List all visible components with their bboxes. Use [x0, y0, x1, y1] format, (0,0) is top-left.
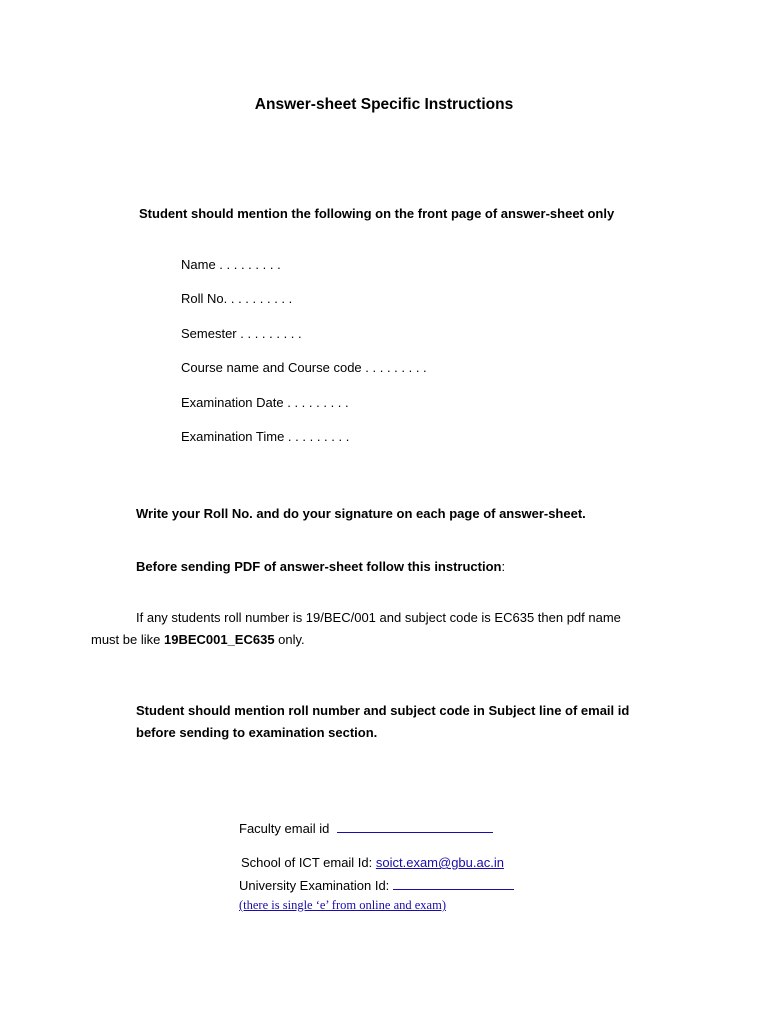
pdf-heading [136, 559, 505, 574]
field-name: Name . . . . . . . . . [181, 257, 281, 272]
page-title: Answer-sheet Specific Instructions [254, 96, 514, 113]
pdf-heading-colon: : [501, 559, 506, 574]
faculty-email-label: Faculty email id [239, 821, 330, 836]
pdf-heading-bold: Before sending PDF of answer-sheet follow this instruction [136, 559, 502, 574]
faculty-email-row [239, 820, 493, 836]
field-course: Course name and Course code . . . . . . . . . [181, 360, 427, 375]
field-roll-no: Roll No. . . . . . . . . . [181, 291, 293, 306]
faculty-email-blank [337, 820, 493, 833]
school-email-link[interactable]: soict.exam@gbu.ac.in [375, 855, 504, 870]
pdf-example-prefix: must be like [91, 632, 164, 647]
email-instruction-line2: before sending to examination section. [136, 725, 378, 740]
university-email-blank [393, 877, 514, 890]
field-semester: Semester . . . . . . . . . [181, 326, 302, 341]
university-email-label: University Examination Id: [239, 878, 393, 893]
pdf-example-suffix: only. [274, 632, 305, 647]
intro-text: Student should mention the following on the front page of answer-sheet only [139, 206, 615, 221]
pdf-example-line1: If any students roll number is 19/BEC/001 and subject code is EC635 then pdf name [136, 610, 621, 625]
email-instruction-line1: Student should mention roll number and subject code in Subject line of email id [136, 703, 630, 718]
email-spelling-note: (there is single ‘e’ from online and exam) [239, 898, 446, 912]
signature-instruction: Write your Roll No. and do your signature on each page of answer-sheet. [136, 506, 586, 521]
field-exam-time: Examination Time . . . . . . . . . [181, 429, 350, 444]
school-email-label: School of ICT email Id: [241, 855, 376, 870]
university-email-row [239, 877, 514, 893]
field-exam-date: Examination Date . . . . . . . . . [181, 395, 349, 410]
school-email-row [241, 855, 504, 870]
pdf-example-line2 [91, 632, 305, 647]
pdf-example-filename: 19BEC001_EC635 [163, 632, 275, 647]
